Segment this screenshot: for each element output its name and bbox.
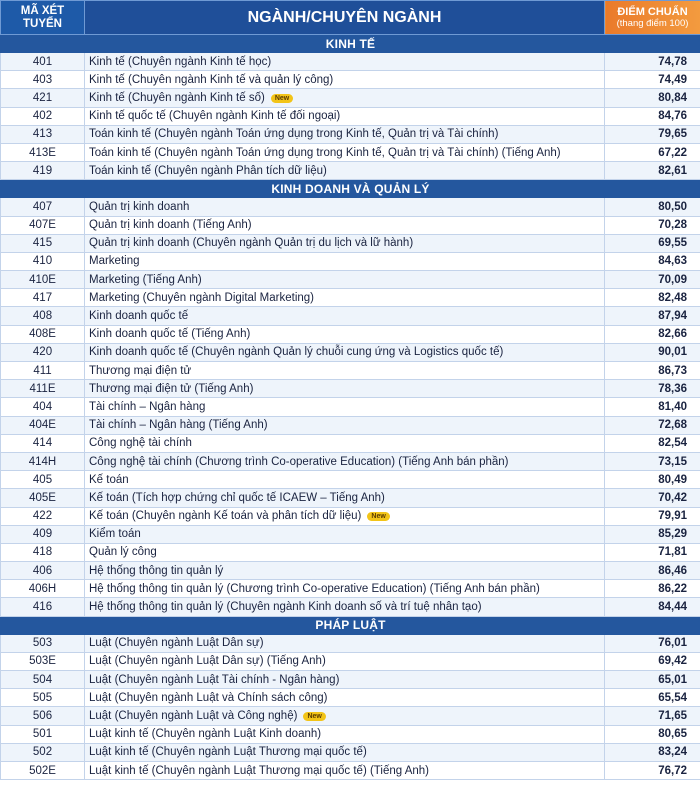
admission-code-cell: 409 — [1, 525, 85, 543]
table-row — [1, 53, 700, 71]
table-row — [1, 743, 700, 761]
admission-code-cell: 404E — [1, 416, 85, 434]
admission-code-cell: 402 — [1, 107, 85, 125]
standard-score-cell: 74,78 — [605, 53, 700, 71]
standard-score-cell: 67,22 — [605, 143, 700, 161]
table-row — [1, 198, 700, 216]
admission-code-cell: 405E — [1, 489, 85, 507]
major-name: Luật kinh tế (Chuyên ngành Luật Thương mại quốc tế) — [89, 746, 367, 759]
table-row — [1, 580, 700, 598]
major-name: Toán kinh tế (Chuyên ngành Toán ứng dụng trong Kinh tế, Quản trị và Tài chính) (Tiếng Anh) — [89, 146, 561, 159]
major-name-cell — [85, 216, 605, 234]
table-row — [1, 234, 700, 252]
major-name: Toán kinh tế (Chuyên ngành Phân tích dữ liệu) — [89, 164, 327, 177]
admission-code-cell: 418 — [1, 543, 85, 561]
table-row — [1, 507, 700, 525]
admission-code-cell: 408E — [1, 325, 85, 343]
standard-score-cell: 65,54 — [605, 689, 700, 707]
section-header-row — [1, 35, 700, 53]
major-name-cell — [85, 580, 605, 598]
standard-score-cell: 83,24 — [605, 743, 700, 761]
major-name: Kinh tế (Chuyên ngành Kinh tế số) — [89, 91, 265, 104]
admission-code-cell: 414 — [1, 434, 85, 452]
table-row — [1, 271, 700, 289]
major-name: Thương mại điện tử — [89, 364, 192, 377]
major-name-cell — [85, 198, 605, 216]
table-row — [1, 307, 700, 325]
standard-score-cell: 82,54 — [605, 434, 700, 452]
admission-code-cell: 503 — [1, 634, 85, 652]
standard-score-cell: 84,63 — [605, 252, 700, 270]
major-name: Hệ thống thông tin quản lý (Chương trình Co-operative Education) (Tiếng Anh bán phần) — [89, 582, 540, 595]
table-row — [1, 107, 700, 125]
admission-code-cell: 413E — [1, 143, 85, 161]
table-row — [1, 216, 700, 234]
admission-code-cell: 411E — [1, 380, 85, 398]
major-name-cell — [85, 107, 605, 125]
standard-score-cell: 80,84 — [605, 89, 700, 107]
major-name: Hệ thống thông tin quản lý — [89, 564, 224, 577]
admission-code-cell: 408 — [1, 307, 85, 325]
table-row — [1, 252, 700, 270]
admission-code-cell: 413 — [1, 125, 85, 143]
standard-score-cell: 82,61 — [605, 162, 700, 180]
standard-score-cell: 90,01 — [605, 343, 700, 361]
major-name-cell — [85, 598, 605, 616]
standard-score-cell: 79,91 — [605, 507, 700, 525]
admission-code-cell: 422 — [1, 507, 85, 525]
admission-code-cell: 406 — [1, 562, 85, 580]
major-name: Kinh tế (Chuyên ngành Kinh tế và quản lý công) — [89, 73, 334, 86]
major-name: Luật kinh tế (Chuyên ngành Luật Thương mại quốc tế) (Tiếng Anh) — [89, 764, 430, 777]
standard-score-cell: 69,55 — [605, 234, 700, 252]
major-name-cell — [85, 761, 605, 779]
major-name: Tài chính – Ngân hàng (Tiếng Anh) — [89, 419, 268, 432]
admission-code-cell: 410 — [1, 252, 85, 270]
table-row — [1, 416, 700, 434]
admission-code-cell: 502E — [1, 761, 85, 779]
major-name-cell — [85, 271, 605, 289]
new-badge: New — [367, 512, 389, 521]
admission-code-cell: 407 — [1, 198, 85, 216]
standard-score-cell: 80,50 — [605, 198, 700, 216]
major-name-cell — [85, 689, 605, 707]
standard-score-cell: 82,48 — [605, 289, 700, 307]
section-header-row — [1, 616, 700, 634]
major-name: Kinh doanh quốc tế — [89, 310, 189, 323]
table-row — [1, 143, 700, 161]
standard-score-cell: 70,28 — [605, 216, 700, 234]
admission-code-cell: 401 — [1, 53, 85, 71]
table-row — [1, 343, 700, 361]
table-row — [1, 489, 700, 507]
table-row — [1, 652, 700, 670]
major-name-cell — [85, 143, 605, 161]
admission-code-cell: 504 — [1, 671, 85, 689]
table-row — [1, 761, 700, 779]
table-row — [1, 325, 700, 343]
new-badge: New — [271, 94, 293, 103]
header-admission-code — [1, 1, 85, 35]
major-name: Luật (Chuyên ngành Luật Tài chính - Ngân hàng) — [89, 673, 340, 686]
table-row — [1, 162, 700, 180]
table-row — [1, 71, 700, 89]
major-name-cell — [85, 707, 605, 725]
major-name: Thương mại điện tử (Tiếng Anh) — [89, 382, 254, 395]
major-name-cell — [85, 362, 605, 380]
header-major: NGÀNH/CHUYÊN NGÀNH — [85, 1, 605, 35]
major-name-cell — [85, 562, 605, 580]
major-name: Luật (Chuyên ngành Luật Dân sự) — [89, 637, 264, 650]
standard-score-cell: 71,65 — [605, 707, 700, 725]
major-name-cell — [85, 343, 605, 361]
standard-score-cell: 76,01 — [605, 634, 700, 652]
table-row — [1, 434, 700, 452]
major-name: Quản lý công — [89, 546, 157, 559]
major-name-cell — [85, 743, 605, 761]
admission-code-cell: 502 — [1, 743, 85, 761]
admission-code-cell: 501 — [1, 725, 85, 743]
standard-score-cell: 82,66 — [605, 325, 700, 343]
major-name: Kế toán (Chuyên ngành Kế toán và phân tích dữ liệu) — [89, 510, 362, 523]
major-name: Kinh tế (Chuyên ngành Kinh tế học) — [89, 55, 272, 68]
standard-score-cell: 72,68 — [605, 416, 700, 434]
major-name-cell — [85, 89, 605, 107]
major-name: Kế toán (Tích hợp chứng chỉ quốc tế ICAEW – Tiếng Anh) — [89, 491, 385, 504]
standard-score-cell: 86,46 — [605, 562, 700, 580]
table-row — [1, 525, 700, 543]
admission-code-cell: 506 — [1, 707, 85, 725]
major-name: Quản trị kinh doanh — [89, 200, 190, 213]
major-name: Luật kinh tế (Chuyên ngành Luật Kinh doanh) — [89, 728, 322, 741]
table-row — [1, 89, 700, 107]
major-name-cell — [85, 416, 605, 434]
major-name: Quản trị kinh doanh (Tiếng Anh) — [89, 219, 252, 232]
table-row — [1, 671, 700, 689]
section-header-row — [1, 180, 700, 198]
major-name-cell — [85, 307, 605, 325]
standard-score-cell: 71,81 — [605, 543, 700, 561]
admission-code-cell: 419 — [1, 162, 85, 180]
major-name-cell — [85, 234, 605, 252]
major-name: Kiểm toán — [89, 528, 141, 541]
major-name-cell — [85, 325, 605, 343]
major-name-cell — [85, 434, 605, 452]
major-name-cell — [85, 53, 605, 71]
major-name-cell — [85, 289, 605, 307]
major-name-cell — [85, 543, 605, 561]
table-row — [1, 362, 700, 380]
admission-code-cell: 505 — [1, 689, 85, 707]
major-name-cell — [85, 71, 605, 89]
standard-score-cell: 79,65 — [605, 125, 700, 143]
major-name: Marketing (Tiếng Anh) — [89, 273, 202, 286]
admission-code-cell: 416 — [1, 598, 85, 616]
header-score-title: ĐIỂM CHUẨN — [617, 5, 688, 18]
table-row — [1, 598, 700, 616]
table-row — [1, 562, 700, 580]
standard-score-cell: 70,09 — [605, 271, 700, 289]
admission-code-cell: 503E — [1, 652, 85, 670]
admission-code-cell: 411 — [1, 362, 85, 380]
admission-code-cell: 406H — [1, 580, 85, 598]
table-body — [1, 35, 700, 780]
table-row — [1, 289, 700, 307]
major-name-cell — [85, 398, 605, 416]
major-name: Hệ thống thông tin quản lý (Chuyên ngành Kinh doanh số và trí tuệ nhân tạo) — [89, 601, 482, 614]
admission-code-cell: 403 — [1, 71, 85, 89]
admission-code-cell: 404 — [1, 398, 85, 416]
header-score-scale: (thang điểm 100) — [616, 17, 689, 29]
major-name: Luật (Chuyên ngành Luật và Công nghệ) — [89, 709, 298, 722]
table-row — [1, 725, 700, 743]
major-name-cell — [85, 507, 605, 525]
admission-code-cell: 420 — [1, 343, 85, 361]
standard-score-cell: 85,29 — [605, 525, 700, 543]
table-row — [1, 689, 700, 707]
standard-score-cell: 84,44 — [605, 598, 700, 616]
major-name: Công nghệ tài chính (Chương trình Co-operative Education) (Tiếng Anh bán phần) — [89, 455, 509, 468]
standard-score-cell: 65,01 — [605, 671, 700, 689]
header-code-line2: TUYỂN — [23, 17, 62, 30]
table-row — [1, 543, 700, 561]
table-row — [1, 471, 700, 489]
standard-score-cell: 73,15 — [605, 452, 700, 470]
major-name-cell — [85, 489, 605, 507]
header-standard-score — [605, 1, 700, 35]
standard-score-cell: 76,72 — [605, 761, 700, 779]
major-name-cell — [85, 162, 605, 180]
major-name-cell — [85, 725, 605, 743]
admission-code-cell: 410E — [1, 271, 85, 289]
table-row — [1, 707, 700, 725]
admission-code-cell: 414H — [1, 452, 85, 470]
standard-score-cell: 70,42 — [605, 489, 700, 507]
major-name-cell — [85, 125, 605, 143]
standard-score-cell: 74,49 — [605, 71, 700, 89]
major-name: Công nghệ tài chính — [89, 437, 192, 450]
admission-code-cell: 407E — [1, 216, 85, 234]
major-name-cell — [85, 525, 605, 543]
standard-score-cell: 80,65 — [605, 725, 700, 743]
major-name: Kế toán — [89, 473, 129, 486]
major-name-cell — [85, 671, 605, 689]
admission-code-cell: 417 — [1, 289, 85, 307]
standard-score-cell: 69,42 — [605, 652, 700, 670]
major-name: Toán kinh tế (Chuyên ngành Toán ứng dụng trong Kinh tế, Quản trị và Tài chính) — [89, 128, 499, 141]
major-name-cell — [85, 652, 605, 670]
admission-code-cell: 415 — [1, 234, 85, 252]
major-name-cell — [85, 452, 605, 470]
section-title: PHÁP LUẬT — [1, 616, 700, 634]
major-name: Marketing (Chuyên ngành Digital Marketing) — [89, 291, 314, 304]
section-title: KINH DOANH VÀ QUẢN LÝ — [1, 180, 700, 198]
table-row — [1, 634, 700, 652]
table-row — [1, 452, 700, 470]
standard-score-cell: 86,22 — [605, 580, 700, 598]
new-badge: New — [303, 712, 325, 721]
major-name: Kinh doanh quốc tế (Chuyên ngành Quản lý chuỗi cung ứng và Logistics quốc tế) — [89, 346, 504, 359]
table-row — [1, 398, 700, 416]
major-name: Kinh tế quốc tế (Chuyên ngành Kinh tế đối ngoại) — [89, 110, 341, 123]
section-title: KINH TẾ — [1, 35, 700, 53]
admission-code-cell: 421 — [1, 89, 85, 107]
standard-score-cell: 84,76 — [605, 107, 700, 125]
major-name: Marketing — [89, 255, 140, 268]
standard-score-cell: 87,94 — [605, 307, 700, 325]
major-name: Quản trị kinh doanh (Chuyên ngành Quản trị du lịch và lữ hành) — [89, 237, 414, 250]
major-name: Luật (Chuyên ngành Luật và Chính sách công) — [89, 691, 328, 704]
major-name: Kinh doanh quốc tế (Tiếng Anh) — [89, 328, 251, 341]
admission-code-cell: 405 — [1, 471, 85, 489]
major-name-cell — [85, 380, 605, 398]
major-name: Tài chính – Ngân hàng — [89, 400, 206, 413]
standard-score-cell: 78,36 — [605, 380, 700, 398]
standard-score-cell: 81,40 — [605, 398, 700, 416]
table-row — [1, 380, 700, 398]
major-name-cell — [85, 634, 605, 652]
major-name-cell — [85, 252, 605, 270]
standard-score-cell: 80,49 — [605, 471, 700, 489]
table-row — [1, 125, 700, 143]
standard-score-cell: 86,73 — [605, 362, 700, 380]
major-name-cell — [85, 471, 605, 489]
major-name: Luật (Chuyên ngành Luật Dân sự) (Tiếng Anh) — [89, 655, 326, 668]
header-code-line1: MÃ XÉT — [20, 4, 65, 17]
table-header-row — [1, 1, 700, 35]
